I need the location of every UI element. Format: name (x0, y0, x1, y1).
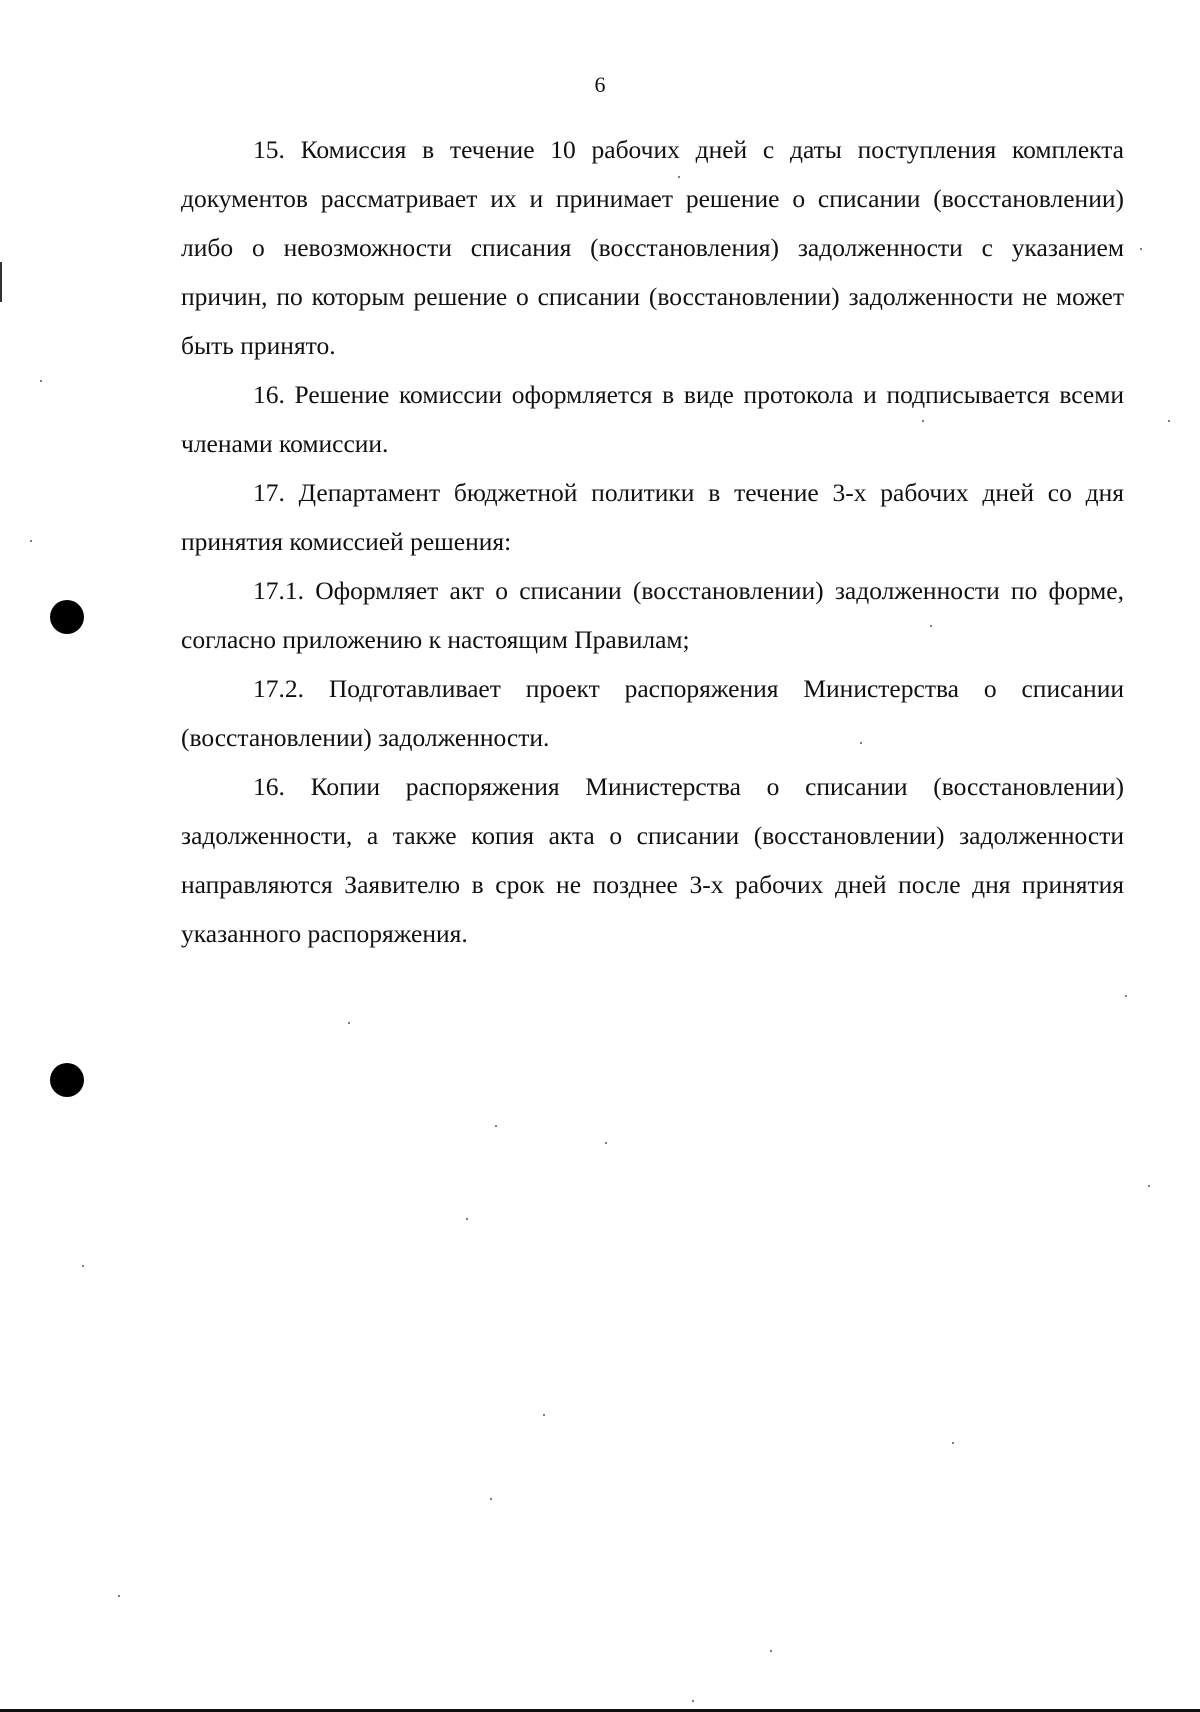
scan-speck (605, 1142, 607, 1144)
scan-speck (1140, 248, 1142, 250)
paragraph-16: 16. Решение комиссии оформляется в виде протокола и подписывается всеми членами комиссии. (181, 380, 1124, 458)
scan-speck (118, 1595, 120, 1597)
scan-speck (495, 1125, 497, 1127)
scan-speck (490, 1498, 492, 1500)
document-body (181, 125, 1124, 958)
scan-speck (82, 1265, 84, 1267)
scan-speck (40, 380, 42, 382)
scan-speck (770, 1650, 772, 1652)
scan-speck (466, 1218, 468, 1220)
scan-speck (348, 1022, 350, 1024)
paragraph-16-copies: 16. Копии распоряжения Министерства о списании (восстановлении) задолженности, а также копия акта о списании (восстановлении) задолженности направляются Заявителю в срок не позднее 3-х рабочих дней после дня принятия указанного распоряжения. (181, 772, 1124, 948)
scan-speck (1148, 1185, 1150, 1187)
scan-speck (30, 540, 32, 542)
scan-speck (1168, 420, 1170, 422)
scan-edge-mark (0, 262, 2, 302)
paragraph-15: 15. Комиссия в течение 10 рабочих дней с даты поступления комплекта документов рассматривает их и принимает решение о списании (восстановлении) либо о невозможности списания (восстановления) задолженности с указанием причин, по которым решение о списании (восстановлении) задолженности не может быть принято. (181, 135, 1124, 360)
scan-speck (1125, 995, 1127, 997)
paragraph-17-1: 17.1. Оформляет акт о списании (восстановлении) задолженности по форме, согласно приложению к настоящим Правилам; (181, 576, 1124, 654)
punch-hole-mark (50, 600, 84, 634)
paragraph-17: 17. Департамент бюджетной политики в течение 3-х рабочих дней со дня принятия комиссией решения: (181, 478, 1124, 556)
page-number: 6 (594, 72, 606, 97)
scan-speck (952, 1442, 954, 1444)
scan-speck (860, 742, 862, 744)
paragraph-17-2: 17.2. Подготавливает проект распоряжения Министерства о списании (восстановлении) задолженности. (181, 674, 1124, 752)
scan-speck (543, 1414, 545, 1416)
scan-speck (930, 625, 932, 627)
punch-hole-mark (50, 1063, 84, 1097)
scan-speck (692, 1700, 694, 1702)
scan-speck (678, 176, 680, 178)
scan-speck (922, 420, 924, 422)
